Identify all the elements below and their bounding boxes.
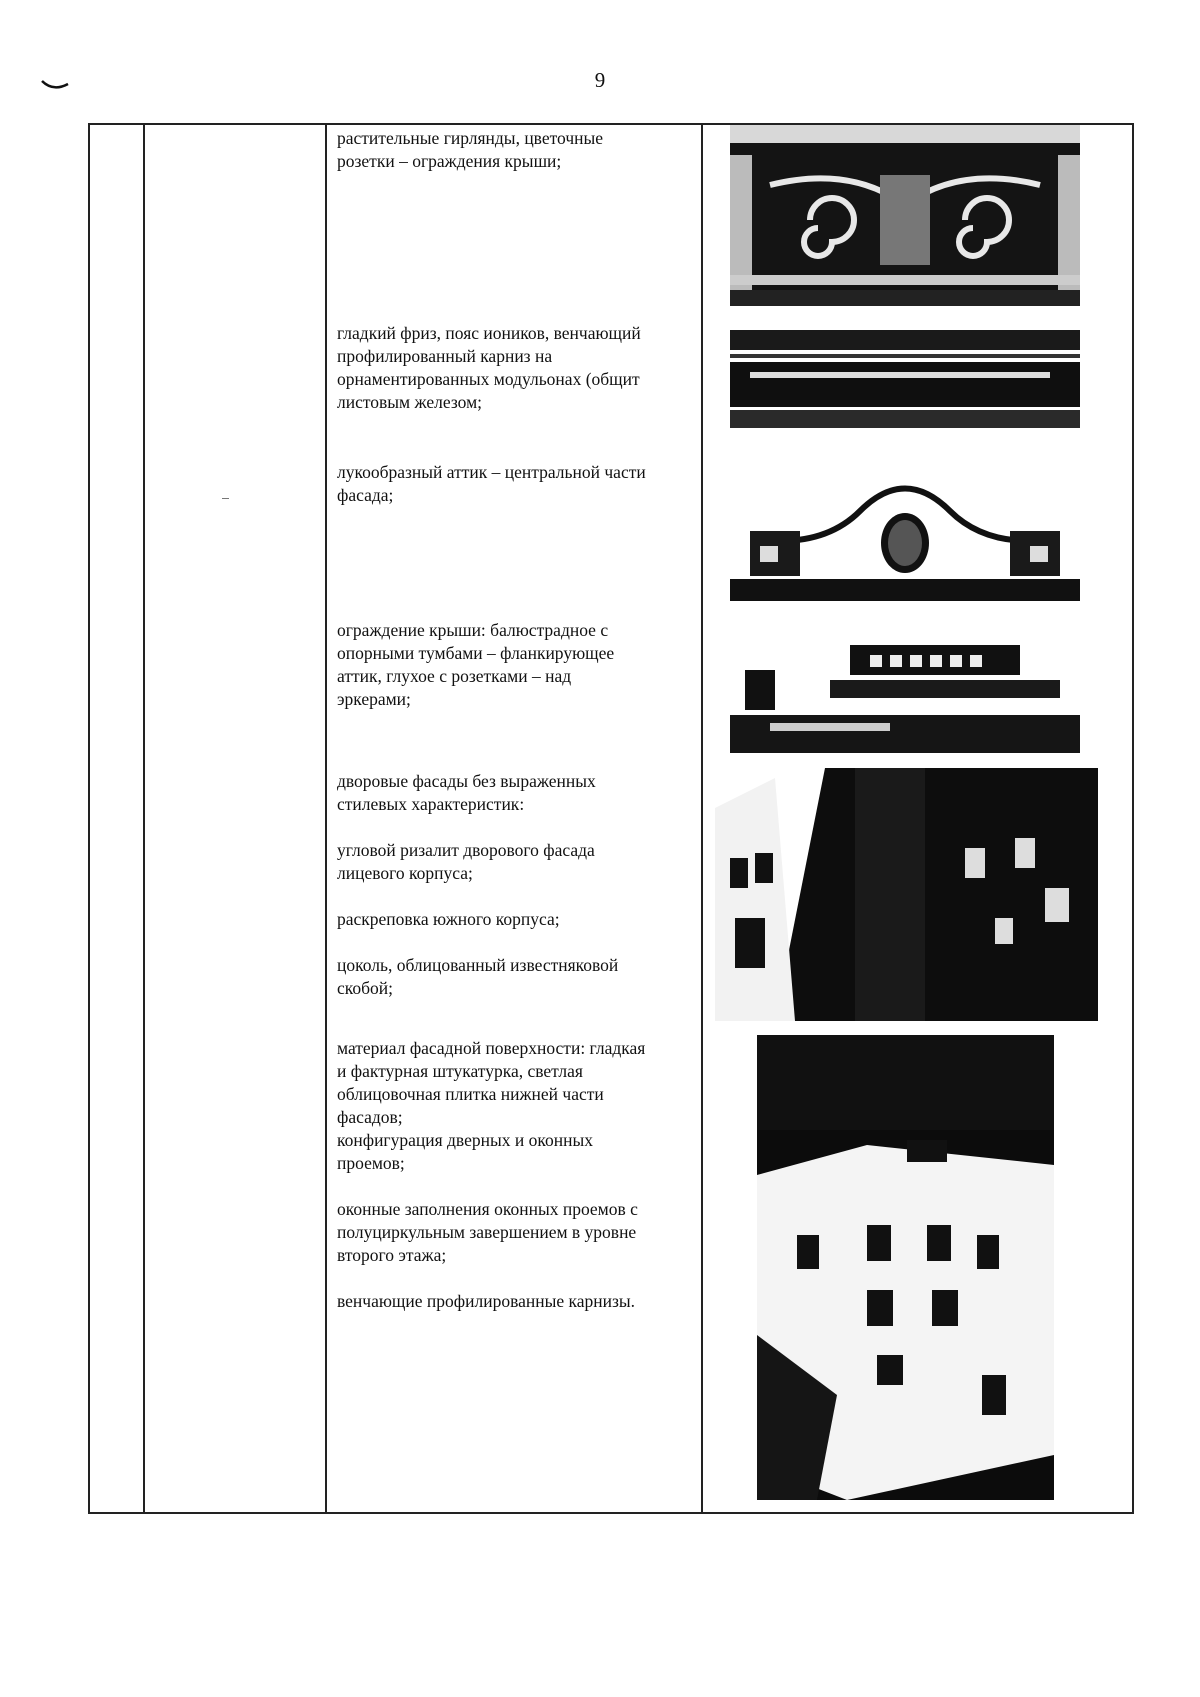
row-text-plinth xyxy=(337,954,689,1000)
frieze-cornice-photo xyxy=(730,322,1080,434)
text-line: фасадов; xyxy=(337,1107,403,1127)
text-line: опорными тумбами – фланкирующее xyxy=(337,643,615,663)
row-text-cornices xyxy=(337,1290,689,1313)
page-number: 9 xyxy=(594,68,606,92)
text-line: растительные гирлянды, цветочные xyxy=(337,128,604,148)
text-line: лукообразный аттик – центральной части xyxy=(337,462,646,482)
photo-image xyxy=(715,768,1098,1021)
row-text-risalit xyxy=(337,839,689,885)
text-line: проемов; xyxy=(337,1153,405,1173)
text-line: второго этажа; xyxy=(337,1245,447,1265)
photo-image xyxy=(730,471,1080,601)
text-line: профилированный карниз на xyxy=(337,346,553,366)
text-line: облицовочная плитка нижней части xyxy=(337,1084,604,1104)
row-text-garlands xyxy=(337,127,689,173)
text-line: листовым железом; xyxy=(337,392,483,412)
text-line: эркерами; xyxy=(337,689,411,709)
courtyard-building-photo xyxy=(757,1035,1054,1500)
text-line: лицевого корпуса; xyxy=(337,863,473,883)
description-column xyxy=(337,125,689,1512)
row-text-raskrepovka xyxy=(337,908,689,931)
text-line: дворовые фасады без выраженных xyxy=(337,771,596,791)
document-table xyxy=(88,123,1134,1514)
table-column-divider xyxy=(325,125,327,1512)
row-text-frieze xyxy=(337,322,689,414)
text-line: цоколь, облицованный известняковой xyxy=(337,955,619,975)
roof-balustrade-photo xyxy=(730,645,1080,753)
row-text-openings xyxy=(337,1129,689,1175)
roof-railing-rosettes-photo xyxy=(730,125,1080,306)
courtyard-facade-photo xyxy=(715,768,1098,1021)
row-text-material xyxy=(337,1037,689,1129)
text-line: ограждение крыши: балюстрадное с xyxy=(337,620,609,640)
text-line: и фактурная штукатурка, светлая xyxy=(337,1061,583,1081)
row-text-courtyard xyxy=(337,770,689,816)
corner-mark xyxy=(40,78,70,92)
text-line: скобой; xyxy=(337,978,394,998)
photo-image xyxy=(730,322,1080,434)
text-line: гладкий фриз, пояс иоников, венчающий xyxy=(337,323,641,343)
text-line: розетки – ограждения крыши; xyxy=(337,151,562,171)
text-line: материал фасадной поверхности: гладкая xyxy=(337,1038,646,1058)
text-line: орнаментированных модульонах (общит xyxy=(337,369,640,389)
row-text-windows xyxy=(337,1198,689,1267)
text-line: стилевых характеристик: xyxy=(337,794,525,814)
onion-attic-photo xyxy=(730,471,1080,601)
text-line: венчающие профилированные карнизы. xyxy=(337,1291,636,1311)
photo-image xyxy=(730,125,1080,306)
photo-image xyxy=(757,1035,1054,1500)
row-text-attic xyxy=(337,461,689,507)
row-text-balustrade xyxy=(337,619,689,711)
text-line: конфигурация дверных и оконных xyxy=(337,1130,593,1150)
text-line: полуциркульным завершением в уровне xyxy=(337,1222,637,1242)
text-line: аттик, глухое с розетками – над xyxy=(337,666,572,686)
text-line: раскреповка южного корпуса; xyxy=(337,909,560,929)
text-line: оконные заполнения оконных проемов с xyxy=(337,1199,638,1219)
text-line: угловой ризалит дворового фасада xyxy=(337,840,595,860)
table-column-divider xyxy=(143,125,145,1512)
text-line: фасада; xyxy=(337,485,394,505)
photo-column xyxy=(703,125,1134,1512)
photo-image xyxy=(730,645,1080,753)
